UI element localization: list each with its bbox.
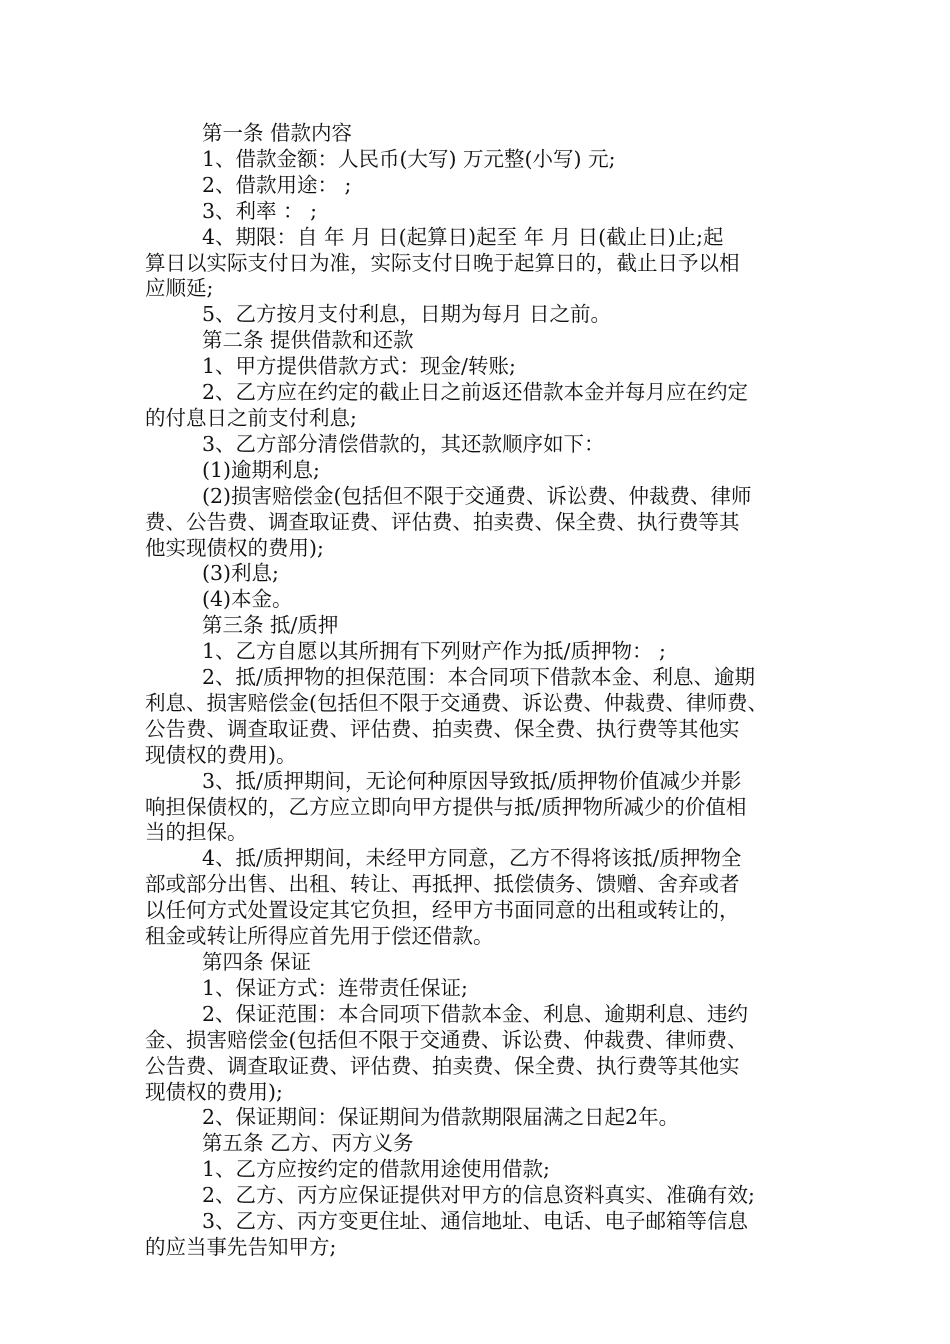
body-line: 的应当事先告知甲方;: [145, 1234, 337, 1259]
body-line: 3、抵/质押期间，无论何种原因导致抵/质押物价值减少并影: [202, 768, 742, 793]
body-line: 5、乙方按月支付利息，日期为每月 日之前。: [202, 302, 612, 327]
body-line: 现债权的费用)。: [145, 742, 297, 767]
body-line: 以任何方式处置设定其它负担，经甲方书面同意的出租或转让的，: [145, 898, 740, 923]
body-line: 3、乙方部分清偿借款的，其还款顺序如下：: [202, 431, 605, 456]
body-line: 算日以实际支付日为准，实际支付日晚于起算日的，截止日予以相: [145, 250, 740, 275]
body-line: (3)利息;: [202, 561, 279, 586]
body-line: 部或部分出售、出租、转让、再抵押、抵偿债务、馈赠、舍弃或者: [145, 872, 740, 897]
body-line: 租金或转让所得应首先用于偿还借款。: [145, 924, 494, 949]
body-line: 1、乙方应按约定的借款用途使用借款;: [202, 1157, 550, 1182]
body-line: 费、公告费、调查取证费、评估费、拍卖费、保全费、执行费等其: [145, 509, 740, 534]
body-line: 2、乙方、丙方应保证提供对甲方的信息资料真实、准确有效;: [202, 1183, 755, 1208]
body-line: 金、损害赔偿金(包括但不限于交通费、诉讼费、仲裁费、律师费、: [145, 1027, 748, 1052]
body-line: (4)本金。: [202, 587, 293, 612]
body-line: 现债权的费用);: [145, 1079, 283, 1104]
article-heading: 第三条 抵/质押: [202, 613, 339, 638]
body-line: 2、保证期间：保证期间为借款期限届满之日起2年。: [202, 1105, 680, 1130]
body-line: 4、抵/质押期间，未经甲方同意，乙方不得将该抵/质押物全: [202, 846, 742, 871]
article-heading: 第四条 保证: [202, 950, 312, 974]
body-line: 2、保证范围：本合同项下借款本金、利息、逾期利息、违约: [202, 1001, 749, 1026]
body-line: (2)损害赔偿金(包括但不限于交通费、诉讼费、仲裁费、律师: [202, 483, 752, 508]
body-line: 利息、损害赔偿金(包括但不限于交通费、诉讼费、仲裁费、律师费、: [145, 690, 768, 715]
body-line: 2、抵/质押物的担保范围：本合同项下借款本金、利息、逾期: [202, 665, 755, 690]
article-heading: 第二条 提供借款和还款: [202, 328, 414, 353]
body-line: 2、乙方应在约定的截止日之前返还借款本金并每月应在约定: [202, 380, 749, 405]
body-line: 响担保债权的，乙方应立即向甲方提供与抵/质押物所减少的价值相: [145, 794, 747, 819]
body-line: 公告费、调查取证费、评估费、拍卖费、保全费、执行费等其他实: [145, 716, 740, 741]
body-line: 当的担保。: [145, 820, 248, 845]
body-line: 公告费、调查取证费、评估费、拍卖费、保全费、执行费等其他实: [145, 1053, 740, 1078]
body-line: 1、保证方式：连带责任保证;: [202, 975, 468, 1000]
body-line: 4、期限：自 年 月 日(起算日)起至 年 月 日(截止日)止;起: [202, 224, 724, 249]
article-heading: 第一条 借款内容: [202, 121, 353, 145]
body-line: (1)逾期利息;: [202, 457, 320, 482]
body-line: 应顺延;: [145, 276, 214, 301]
contract-body: [145, 121, 813, 1261]
body-line: 1、甲方提供借款方式：现金/转账;: [202, 354, 516, 379]
body-line: 他实现债权的费用);: [145, 535, 324, 560]
body-line: 3、利率 ： ;: [202, 198, 317, 223]
article-heading: 第五条 乙方、丙方义务: [202, 1131, 414, 1156]
body-line: 的付息日之前支付利息;: [145, 405, 357, 430]
body-line: 1、乙方自愿以其所拥有下列财产作为抵/质押物： ;: [202, 639, 666, 664]
body-line: 3、乙方、丙方变更住址、通信地址、电话、电子邮箱等信息: [202, 1209, 749, 1234]
body-line: 1、借款金额：人民币(大写) 万元整(小写) 元;: [202, 146, 616, 171]
body-line: 2、借款用途： ;: [202, 172, 352, 197]
